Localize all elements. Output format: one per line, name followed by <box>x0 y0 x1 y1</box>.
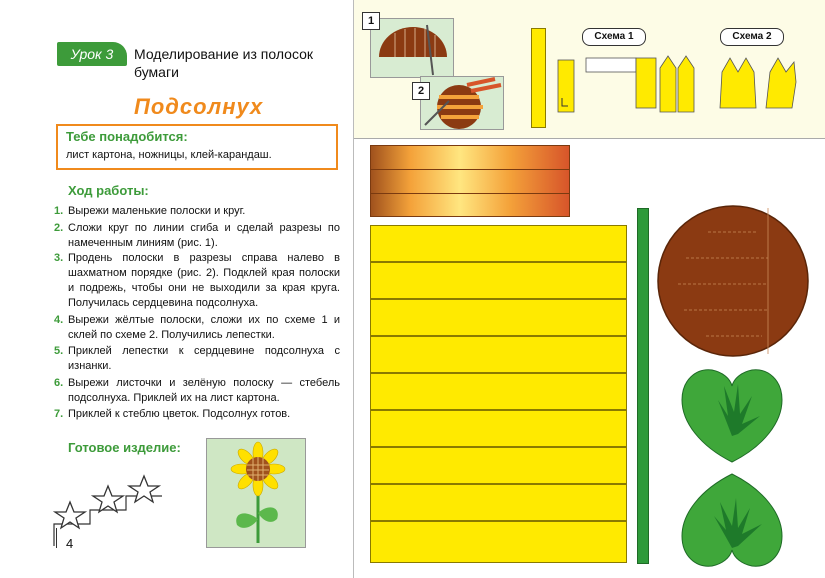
scheme-2-label: Схема 2 <box>720 28 784 46</box>
step-number: 3. <box>54 252 64 264</box>
scheme-1-diagram <box>556 52 702 122</box>
step-item <box>54 204 340 219</box>
steps-title: Ход работы: <box>68 183 149 198</box>
yellow-strip <box>370 410 627 447</box>
figure-1-image <box>370 18 454 78</box>
sunflower-icon <box>207 439 305 547</box>
yellow-strip <box>370 447 627 484</box>
scheme-1-label: Схема 1 <box>582 28 646 46</box>
yellow-strip <box>370 262 627 299</box>
materials-text: лист картона, ножницы, клей-карандаш. <box>66 149 272 161</box>
figure-2-image <box>420 76 504 130</box>
step-number: 6. <box>54 377 64 389</box>
materials-title: Тебе понадобится: <box>66 129 188 144</box>
step-text: Приклей лепестки к сердцевине подсолнуха с изнанки. <box>68 345 340 372</box>
leaf-cutout <box>680 366 784 464</box>
step-text: Продень полоски в разрезы справа налево в шахматном порядке (рис. 2). Подклей края полоски и подрежь, чтобы они не выходили за края круга. Получилась сердцевина подсолнуха. <box>68 252 340 309</box>
step-text: Сложи круг по линии сгиба и сделай разрезы по намеченным линиям (рис. 1). <box>68 222 340 249</box>
page-number: 4 <box>66 536 74 551</box>
paper-strip-diagram <box>531 28 546 128</box>
step-text: Приклей к стеблю цветок. Подсолнух готов. <box>68 408 291 420</box>
step-item <box>54 407 340 422</box>
craft-title: Подсолнух <box>134 94 264 119</box>
star-icon <box>55 476 159 528</box>
finished-product-image <box>206 438 306 548</box>
page-number-rule <box>56 528 57 548</box>
step-item <box>54 376 340 406</box>
step-text: Вырежи жёлтые полоски, сложи их по схеме 1 и склей по схеме 2. Получились лепестки. <box>68 314 340 341</box>
yellow-strip <box>370 299 627 336</box>
step-text: Вырежи листочки и зелёную полоску — стебель подсолнуха. Приклей их на лист картона. <box>68 377 340 404</box>
step-number: 4. <box>54 314 64 326</box>
lesson-badge: Урок 3 <box>57 42 127 66</box>
figure-2-label: 2 <box>412 82 430 100</box>
yellow-strip <box>370 336 627 373</box>
step-item <box>54 344 340 374</box>
yellow-strip <box>370 225 627 262</box>
leaf-icon <box>680 472 784 570</box>
lesson-title: Моделирование из полосок бумаги <box>134 46 314 80</box>
step-text: Вырежи маленькие полоски и круг. <box>68 205 246 217</box>
step-number: 2. <box>54 222 64 234</box>
leaf-icon <box>680 366 784 464</box>
yellow-strip <box>370 373 627 410</box>
leaf-cutout <box>680 472 784 570</box>
scheme-2-diagram <box>716 52 800 114</box>
yellow-strip <box>370 484 627 521</box>
stem-strip <box>637 208 649 564</box>
step-item <box>54 221 340 251</box>
flower-center-circle <box>656 204 810 358</box>
yellow-strip <box>370 521 627 563</box>
orange-strips <box>370 145 570 217</box>
figure-1-label: 1 <box>362 12 380 30</box>
step-item <box>54 251 340 311</box>
step-number: 7. <box>54 408 64 420</box>
finished-title: Готовое изделие: <box>68 440 181 455</box>
step-item <box>54 313 340 343</box>
step-number: 5. <box>54 345 64 357</box>
step-number: 1. <box>54 205 64 217</box>
